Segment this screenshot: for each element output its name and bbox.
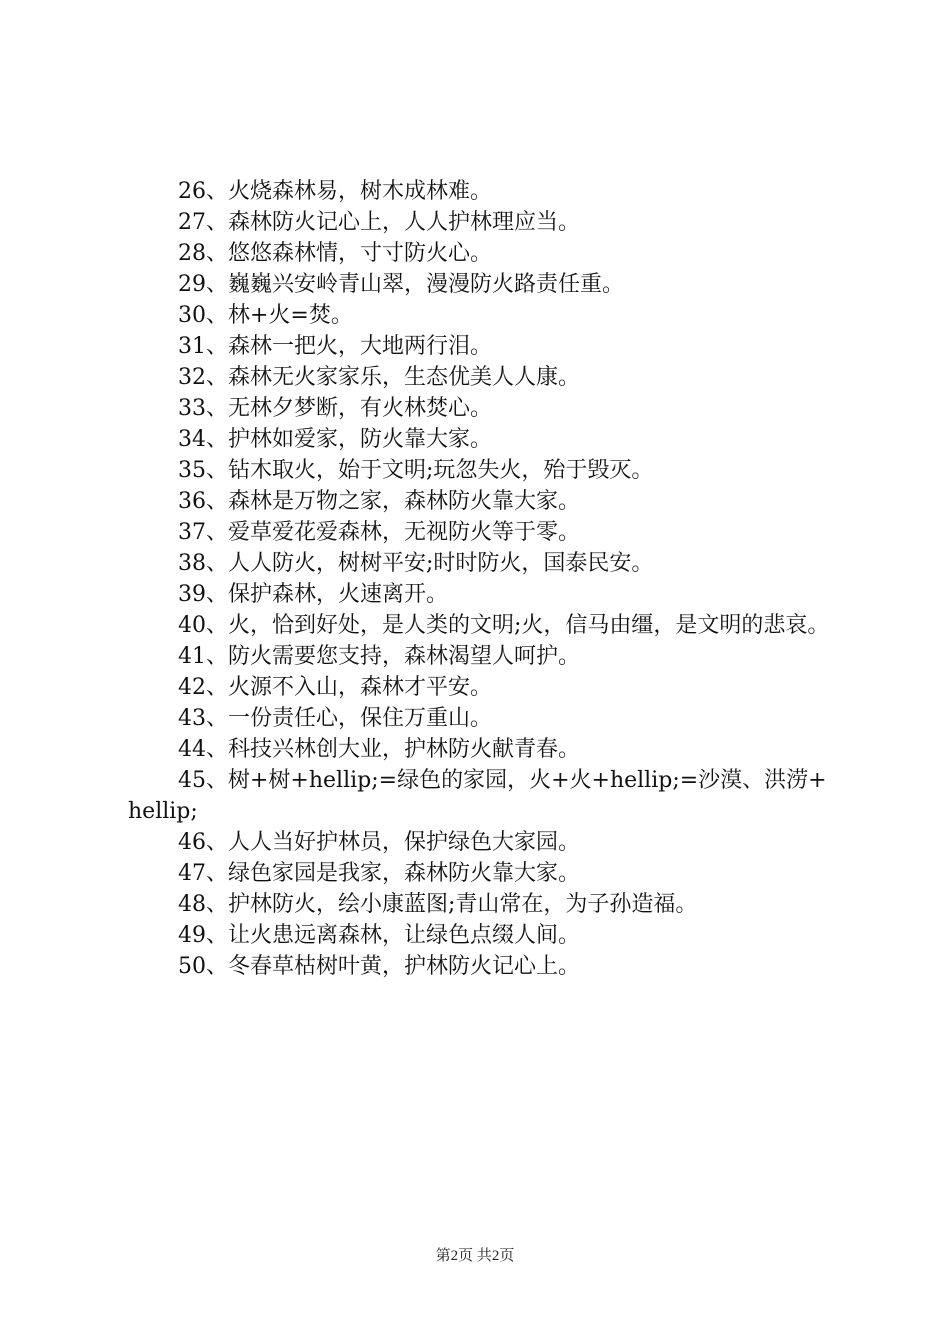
slogan-item: 27、森林防火记心上，人人护林理应当。 [178,210,580,235]
slogan-item: 45、树+树+hellip;=绿色的家园，火+火+hellip;=沙漠、洪涝+hellip; [128,768,827,824]
slogan-item: 50、冬春草枯树叶黄，护林防火记心上。 [178,954,580,979]
page-footer [0,1244,950,1265]
slogan-item: 43、一份责任心，保住万重山。 [178,706,492,731]
slogan-item: 38、人人防火，树树平安;时时防火，国泰民安。 [178,551,654,576]
slogan-item: 29、巍巍兴安岭青山翠，漫漫防火路责任重。 [178,272,624,297]
slogan-item: 40、火，恰到好处，是人类的文明;火，信马由缰，是文明的悲哀。 [178,613,830,638]
slogan-item: 39、保护森林，火速离开。 [178,582,448,607]
slogan-item: 31、森林一把火，大地两行泪。 [178,334,492,359]
slogan-item: 30、林+火=焚。 [178,303,353,328]
slogan-item: 33、无林夕梦断，有火林焚心。 [178,396,492,421]
slogan-item: 44、科技兴林创大业，护林防火献青春。 [178,737,580,762]
slogan-list [128,176,838,982]
slogan-item: 41、防火需要您支持，森林渴望人呵护。 [178,644,580,669]
slogan-item: 36、森林是万物之家，森林防火靠大家。 [178,489,580,514]
slogan-item: 46、人人当好护林员，保护绿色大家园。 [178,830,580,855]
slogan-item: 48、护林防火，绘小康蓝图;青山常在，为子孙造福。 [178,892,698,917]
slogan-item: 26、火烧森林易，树木成林难。 [178,179,492,204]
slogan-item: 28、悠悠森林情，寸寸防火心。 [178,241,492,266]
slogan-item: 37、爱草爱花爱森林，无视防火等于零。 [178,520,580,545]
slogan-item: 32、森林无火家家乐，生态优美人人康。 [178,365,580,390]
slogan-item: 35、钻木取火，始于文明;玩忽失火，殆于毁灭。 [178,458,654,483]
slogan-item: 34、护林如爱家，防火靠大家。 [178,427,492,452]
slogan-item: 49、让火患远离森林，让绿色点缀人间。 [178,923,580,948]
page-number: 第2页 共2页 [435,1248,515,1264]
slogan-item: 47、绿色家园是我家，森林防火靠大家。 [178,861,580,886]
slogan-item: 42、火源不入山，森林才平安。 [178,675,492,700]
